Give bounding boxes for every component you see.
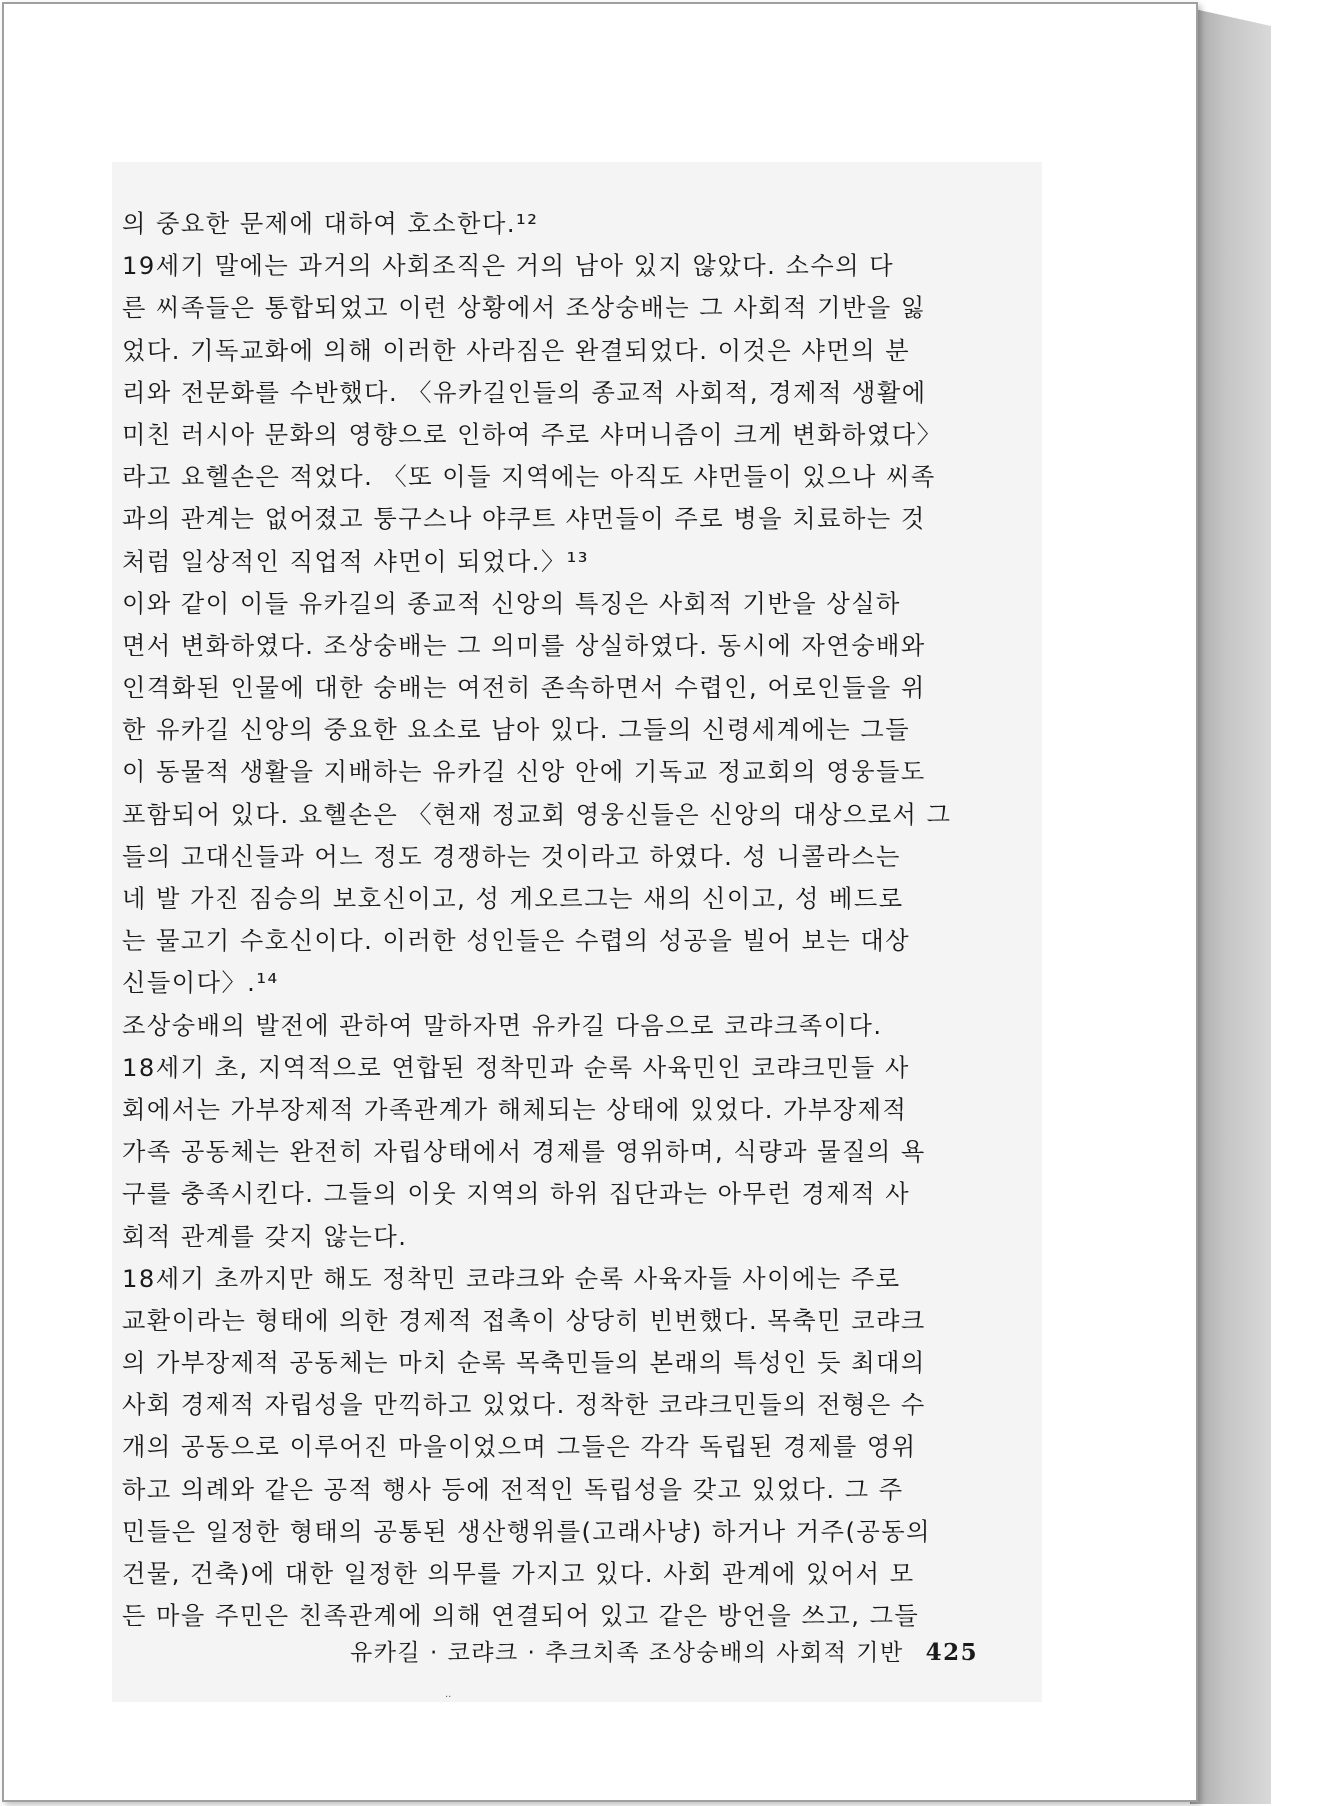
- text-line: 한 유카길 신앙의 중요한 요소로 남아 있다. 그들의 신령세계에는 그들: [122, 716, 911, 745]
- body-text: [122, 203, 1027, 1637]
- text-line: 개의 공동으로 이루어진 마을이었으며 그들은 각각 독립된 경제를 영위: [122, 1433, 917, 1462]
- text-line: 이 동물적 생활을 지배하는 유카길 신앙 안에 기독교 정교회의 영웅들도: [122, 758, 926, 787]
- text-line: 이와 같이 이들 유카길의 종교적 신앙의 특징은 사회적 기반을 상실하: [122, 589, 901, 618]
- text-line: 네 발 가진 짐승의 보호신이고, 성 게오르그는 새의 신이고, 성 베드로: [122, 885, 904, 913]
- text-line: 19세기 말에는 과거의 사회조직은 거의 남아 있지 않았다. 소수의 다: [122, 252, 895, 281]
- text-line: 18세기 초, 지역적으로 연합된 정착민과 순록 사육민인 코랴크민들 사: [122, 1053, 910, 1082]
- text-line: 든 마을 주민은 친족관계에 의해 연결되어 있고 같은 방언을 쓰고, 그들: [122, 1602, 920, 1631]
- text-line: 포함되어 있다. 요헬손은 〈현재 정교회 영웅신들은 신앙의 대상으로서 그: [122, 800, 952, 829]
- text-line: 리와 전문화를 수반했다. 〈유카길인들의 종교적 사회적, 경제적 생활에: [122, 378, 927, 407]
- text-line: 가족 공동체는 완전히 자립상태에서 경제를 영위하며, 식량과 물질의 욕: [122, 1138, 926, 1167]
- text-line: 과의 관계는 없어졌고 퉁구스나 야쿠트 샤먼들이 주로 병을 치료하는 것: [122, 505, 926, 534]
- text-line: 구를 충족시킨다. 그들의 이웃 지역의 하위 집단과는 아무런 경제적 사: [122, 1180, 911, 1209]
- text-line: 건물, 건축)에 대한 일정한 의무를 가지고 있다. 사회 관계에 있어서 모: [122, 1560, 915, 1588]
- running-title: 유카길 · 코랴크 · 추크치족 조상숭배의 사회적 기반: [350, 1640, 904, 1666]
- text-line: 민들은 일정한 형태의 공통된 생산행위를(고래사냥) 하거나 거주(공동의: [122, 1517, 932, 1546]
- text-line: 라고 요헬손은 적었다. 〈또 이들 지역에는 아직도 샤먼들이 있으나 씨족: [122, 463, 936, 492]
- text-line: 처럼 일상적인 직업적 샤먼이 되었다.〉¹³: [122, 547, 590, 576]
- text-line: 회에서는 가부장제적 가족관계가 해체되는 상태에 있었다. 가부장제적: [122, 1095, 908, 1124]
- text-line: 사회 경제적 자립성을 만끽하고 있었다. 정착한 코랴크민들의 전형은 수: [122, 1391, 926, 1420]
- text-line: 는 물고기 수호신이다. 이러한 성인들은 수렵의 성공을 빌어 보는 대상: [122, 927, 911, 956]
- page-number: 425: [925, 1639, 979, 1666]
- text-line: 신들이다〉.¹⁴: [122, 969, 279, 998]
- text-line: 하고 의례와 같은 공적 행사 등에 전적인 독립성을 갖고 있었다. 그 주: [122, 1475, 904, 1504]
- text-line: 의 가부장제적 공동체는 마치 순록 목축민들의 본래의 특성인 듯 최대의: [122, 1349, 926, 1378]
- text-line: 인격화된 인물에 대한 숭배는 여전히 존속하면서 수렵인, 어로인들을 위: [122, 674, 926, 703]
- text-line: 의 중요한 문제에 대하여 호소한다.¹²: [122, 210, 539, 238]
- text-line: 18세기 초까지만 해도 정착민 코랴크와 순록 사육자들 사이에는 주로: [122, 1264, 901, 1293]
- text-line: 교환이라는 형태에 의한 경제적 접촉이 상당히 빈번했다. 목축민 코랴크: [122, 1306, 926, 1335]
- text-line: 회적 관계를 갖지 않는다.: [122, 1222, 408, 1251]
- text-line: 었다. 기독교화에 의해 이러한 사라짐은 완결되었다. 이것은 샤먼의 분: [122, 336, 911, 365]
- text-line: 미친 러시아 문화의 영향으로 인하여 주로 샤머니즘이 크게 변화하였다〉: [122, 420, 943, 449]
- scan-specks: ··: [445, 1692, 452, 1703]
- text-line: 조상숭배의 발전에 관하여 말하자면 유카길 다음으로 코랴크족이다.: [122, 1011, 883, 1040]
- page-stack-edge: [1190, 8, 1271, 1804]
- text-line: 른 씨족들은 통합되었고 이런 상황에서 조상숭배는 그 사회적 기반을 잃: [122, 294, 926, 323]
- page-footer: [350, 1634, 978, 1667]
- text-line: 면서 변화하였다. 조상숭배는 그 의미를 상실하였다. 동시에 자연숭배와: [122, 631, 926, 660]
- text-line: 들의 고대신들과 어느 정도 경쟁하는 것이라고 하였다. 성 니콜라스는: [122, 842, 901, 871]
